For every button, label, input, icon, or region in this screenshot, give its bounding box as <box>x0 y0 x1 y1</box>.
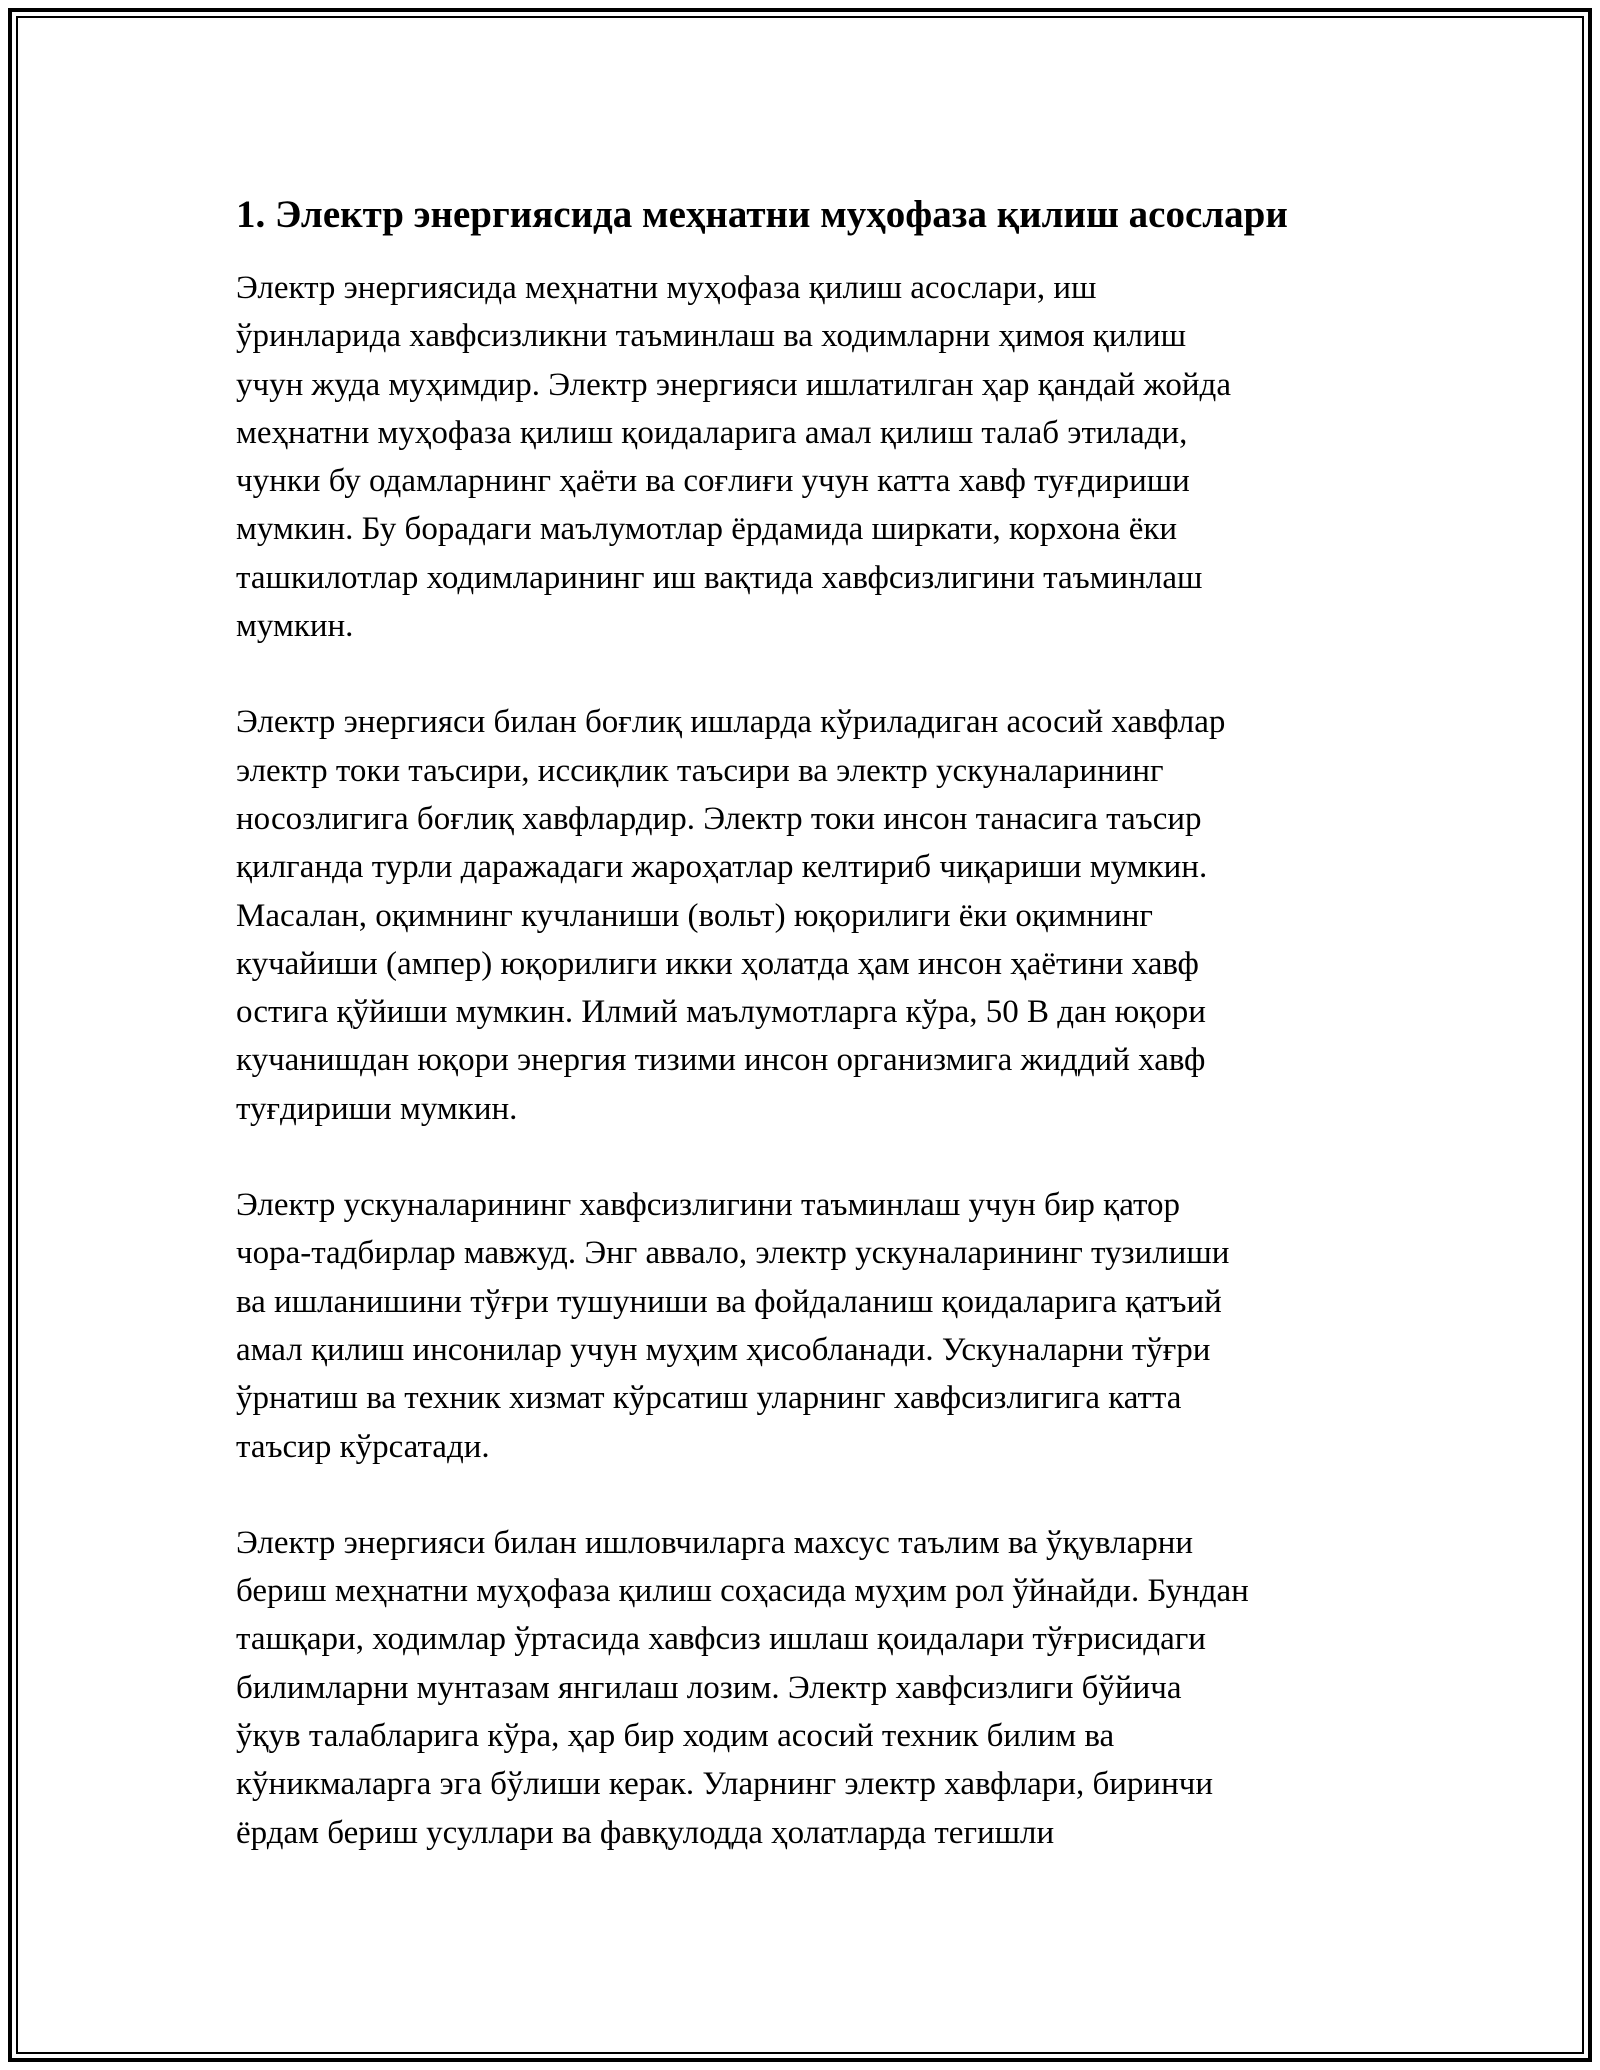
paragraph-line: таъсир кўрсатади. <box>236 1428 490 1465</box>
paragraph-line: учун жуда муҳимдир. Электр энергияси ишлатилган ҳар қандай жойда <box>236 366 1231 403</box>
paragraph-line: ташқари, ходимлар ўртасида хавфсиз ишлаш қоидалари тўғрисидаги <box>236 1621 1206 1658</box>
paragraph-line: кўникмаларга эга бўлиши керак. Уларнинг электр хавфлари, биринчи <box>236 1766 1213 1803</box>
paragraph-line: чора-тадбирлар мавжуд. Энг аввало, электр ускуналарининг тузилиши <box>236 1235 1230 1272</box>
paragraph-line: бериш меҳнатни муҳофаза қилиш соҳасида муҳим рол ўйнайди. Бундан <box>236 1573 1249 1610</box>
paragraph-2 <box>236 698 1386 1133</box>
paragraph-line: Электр энергияси билан ишловчиларга махсус таълим ва ўқувларни <box>236 1524 1194 1561</box>
paragraph-line: мумкин. <box>236 608 354 645</box>
paragraph-1 <box>236 264 1386 650</box>
paragraph-line: Электр энергияси билан боғлиқ ишларда кўриладиган асосий хавфлар <box>236 704 1226 741</box>
paragraph-line: ташкилотлар ходимларининг иш вақтида хавфсизлигини таъминлаш <box>236 559 1203 596</box>
paragraph-line: остига қўйиши мумкин. Илмий маълумотларга кўра, 50 В дан юқори <box>236 994 1206 1031</box>
paragraph-line: электр токи таъсири, иссиқлик таъсири ва электр ускуналарининг <box>236 752 1164 789</box>
paragraph-line: туғдириши мумкин. <box>236 1090 518 1127</box>
paragraph-line: Электр ускуналарининг хавфсизлигини таъминлаш учун бир қатор <box>236 1187 1180 1224</box>
paragraph-line: Электр энергиясида меҳнатни муҳофаза қилиш асослари, иш <box>236 270 1097 306</box>
section-heading: 1. Электр энергиясида меҳнатни муҳофаза қилиш асослари <box>236 193 1288 236</box>
paragraph-line: амал қилиш инсонилар учун муҳим ҳисобланади. Ускуналарни тўғри <box>236 1331 1211 1368</box>
paragraph-line: носозлигига боғлиқ хавфлардир. Электр токи инсон танасига таъсир <box>236 800 1202 837</box>
paragraph-line: ўринларида хавфсизликни таъминлаш ва ходимларни ҳимоя қилиш <box>236 318 1187 355</box>
document-body <box>236 190 1386 1857</box>
paragraph-line: билимларни мунтазам янгилаш лозим. Электр хавфсизлиги бўйича <box>236 1669 1182 1706</box>
paragraph-4 <box>236 1519 1386 1857</box>
paragraph-line: ёрдам бериш усуллари ва фавқулодда ҳолатларда тегишли <box>236 1814 1055 1851</box>
paragraph-3 <box>236 1181 1386 1471</box>
paragraph-line: ўқув талабларига кўра, ҳар бир ходим асосий техник билим ва <box>236 1718 1115 1755</box>
paragraph-line: қилганда турли даражадаги жароҳатлар келтириб чиқариши мумкин. <box>236 849 1208 886</box>
paragraph-line: кучанишдан юқори энергия тизими инсон организмига жиддий хавф <box>236 1042 1206 1079</box>
paragraph-line: чунки бу одамларнинг ҳаёти ва соғлиғи учун катта хавф туғдириши <box>236 463 1190 500</box>
paragraph-line: меҳнатни муҳофаза қилиш қоидаларига амал қилиш талаб этилади, <box>236 414 1188 451</box>
paragraph-line: мумкин. Бу борадаги маълумотлар ёрдамида ширкати, корхона ёки <box>236 511 1178 548</box>
paragraph-line: кучайиши (ампер) юқорилиги икки ҳолатда ҳам инсон ҳаётини хавф <box>236 945 1199 982</box>
paragraph-line: Масалан, оқимнинг кучланиши (вольт) юқорилиги ёки оқимнинг <box>236 897 1153 934</box>
paragraph-line: ва ишланишини тўғри тушуниши ва фойдаланиш қоидаларига қатъий <box>236 1283 1222 1320</box>
paragraph-line: ўрнатиш ва техник хизмат кўрсатиш уларнинг хавфсизлигига катта <box>236 1380 1182 1417</box>
